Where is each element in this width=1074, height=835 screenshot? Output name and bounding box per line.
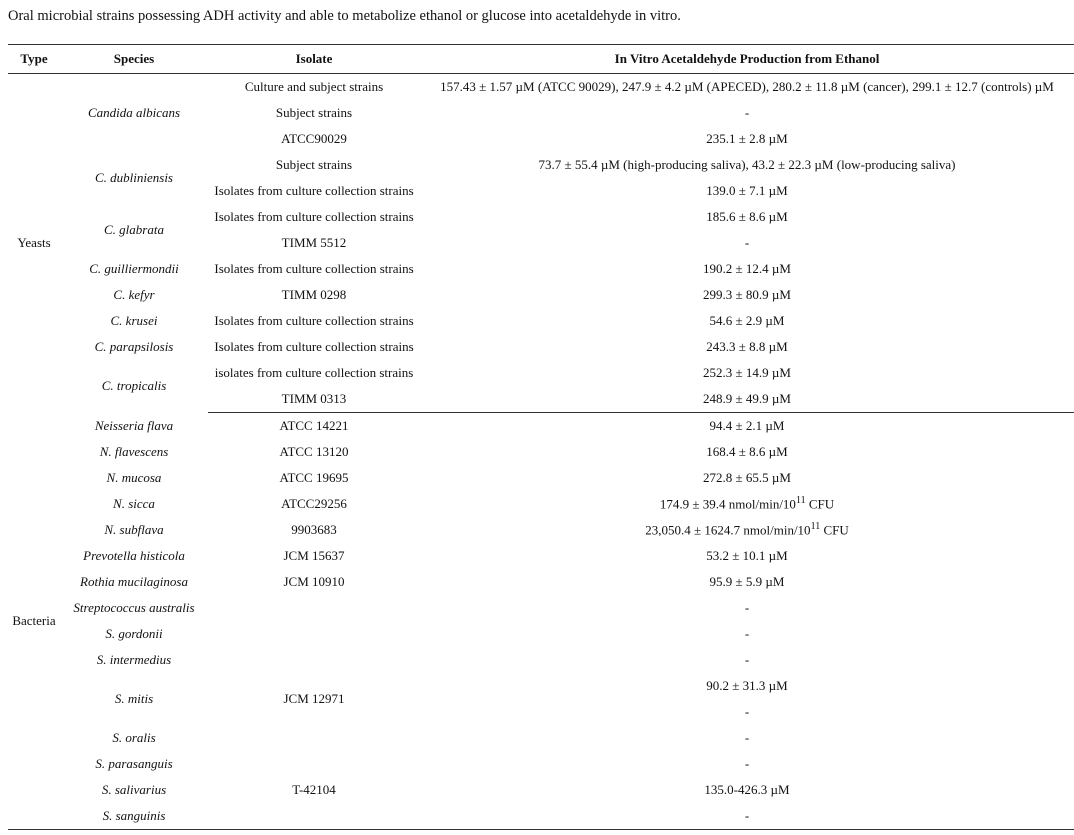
table-row [8,465,1074,491]
table-row [8,543,1074,569]
species-cell: S. oralis [112,730,156,745]
value-cell: - [744,105,750,120]
value-cell [420,491,1074,517]
table-row [8,491,1074,517]
value-cell: - [420,803,1074,830]
species-cell: C. kefyr [113,287,155,302]
species-cell: Streptococcus australis [73,600,195,615]
value-cell: 168.4 ± 8.6 µM [706,444,788,459]
value-cell: - [744,626,750,641]
header-production: In Vitro Acetaldehyde Production from Ethanol [420,45,1074,74]
value-cell [420,673,1074,725]
isolate-cell [208,621,420,647]
value-cell: 252.3 ± 14.9 µM [703,365,791,380]
species-cell: S. gordonii [105,626,163,641]
value-text: 23,050.4 ± 1624.7 nmol/min/10 [645,522,811,538]
isolate-cell: TIMM 5512 [281,235,347,250]
value-text: - [744,704,750,719]
value-cell: 243.3 ± 8.8 µM [706,339,788,354]
species-cell: C. dubliniensis [94,170,173,185]
value-cell: - [744,756,750,771]
table-row [8,413,1074,440]
header-isolate: Isolate [208,45,420,74]
isolate-cell: ATCC 19695 [279,470,349,485]
table-row [8,621,1074,647]
table-row [8,334,1074,360]
value-stack [422,673,1072,725]
table-row [8,673,1074,725]
table-row [8,777,1074,803]
value-cell: 73.7 ± 55.4 µM (high-producing saliva), 43.2 ± 22.3 µM (low-producing saliva) [538,157,956,172]
species-cell: Neisseria flava [94,417,174,433]
isolate-cell: Subject strains [275,157,353,172]
table-row [8,360,1074,386]
value-cell: - [744,730,750,745]
type-cell: Yeasts [17,235,51,251]
table-row [8,256,1074,282]
isolate-cell: 9903683 [291,522,337,537]
table-caption: Oral microbial strains possessing ADH activity and able to metabolize ethanol or glucose into acetaldehyde in vitro. [8,8,681,24]
table-row [8,439,1074,465]
isolate-cell: ATCC29256 [281,496,347,511]
isolate-cell: JCM 12971 [283,691,345,706]
value-cell: - [744,235,750,250]
isolate-cell: Culture and subject strains [244,79,384,94]
isolate-cell: Isolates from culture collection strains [214,313,414,328]
isolate-cell: Isolates from culture collection strains [214,261,414,276]
value-exponent: 11 [810,521,821,533]
table-row [8,74,1074,101]
species-cell: C. guilliermondii [89,261,179,276]
isolate-cell [208,595,420,621]
isolate-cell: isolates from culture collection strains [214,365,414,380]
species-cell: C. krusei [110,313,158,328]
isolate-cell: TIMM 0298 [281,287,347,302]
isolate-cell [208,725,420,751]
table-row [8,204,1074,230]
header-type: Type [8,45,60,74]
value-cell: - [744,600,750,615]
type-cell: Bacteria [8,413,60,830]
species-cell: S. sanguinis [60,803,208,830]
value-cell: 299.3 ± 80.9 µM [703,287,791,302]
species-cell: C. glabrata [104,222,164,237]
value-exponent: 11 [795,495,806,507]
isolate-cell [208,647,420,673]
header-species: Species [60,45,208,74]
value-cell: 139.0 ± 7.1 µM [706,183,788,198]
isolate-cell: T-42104 [292,782,336,797]
species-cell: N. subflava [104,522,164,537]
value-cell: 185.6 ± 8.6 µM [706,209,788,224]
species-cell: C. parapsilosis [94,339,174,354]
species-cell: N. mucosa [106,470,162,485]
species-cell: S. mitis [114,691,154,706]
table-row [8,282,1074,308]
isolate-cell: Isolates from culture collection strains [214,183,414,198]
data-table [8,44,1074,830]
isolate-cell [208,803,420,830]
species-cell: Rothia mucilaginosa [80,574,188,589]
table-row [8,595,1074,621]
isolate-cell: JCM 15637 [283,548,345,563]
table-row [8,517,1074,543]
value-cell: 272.8 ± 65.5 µM [703,470,791,485]
value-cell [420,517,1074,543]
isolate-cell: ATCC90029 [281,131,347,146]
isolate-cell: ATCC 13120 [279,444,349,459]
value-cell: 94.4 ± 2.1 µM [709,418,785,433]
species-cell: S. parasanguis [95,756,173,771]
value-cell: 53.2 ± 10.1 µM [706,548,788,563]
isolate-cell: ATCC 14221 [279,418,349,433]
value-cell: 248.9 ± 49.9 µM [420,386,1074,413]
value-unit: CFU [820,522,849,538]
isolate-cell: TIMM 0313 [208,386,420,413]
isolate-cell: Isolates from culture collection strains [214,209,414,224]
species-cell: Candida albicans [87,105,181,120]
isolate-cell: Isolates from culture collection strains [214,339,414,354]
table-row [8,308,1074,334]
isolate-cell [208,751,420,777]
value-text: 174.9 ± 39.4 nmol/min/10 [659,496,796,512]
species-cell: N. flavescens [99,444,169,459]
species-cell: N. sicca [113,496,155,511]
value-cell: 95.9 ± 5.9 µM [709,574,785,589]
species-cell: S. intermedius [96,652,172,667]
table-row [8,152,1074,178]
table-row [8,725,1074,751]
species-cell: C. tropicalis [101,378,167,394]
value-cell: - [744,652,750,667]
species-cell: Prevotella histicola [83,548,185,563]
value-cell: 157.43 ± 1.57 µM (ATCC 90029), 247.9 ± 4.2 µM (APECED), 280.2 ± 11.8 µM (cancer), 299.1 ± 12.7 (controls) µM [440,79,1054,94]
value-cell: 54.6 ± 2.9 µM [709,313,785,328]
value-cell: 190.2 ± 12.4 µM [703,261,791,276]
value-text: 90.2 ± 31.3 µM [706,678,788,693]
header-row [8,45,1074,74]
value-cell: 135.0-426.3 µM [704,782,790,797]
isolate-cell: JCM 10910 [283,574,345,589]
table-row [8,569,1074,595]
table-row [8,751,1074,777]
species-cell: S. salivarius [101,782,167,797]
table-row [8,803,1074,830]
isolate-cell: Subject strains [275,105,353,120]
value-unit: CFU [805,496,835,512]
table-row [8,647,1074,673]
value-cell: 235.1 ± 2.8 µM [706,131,788,146]
